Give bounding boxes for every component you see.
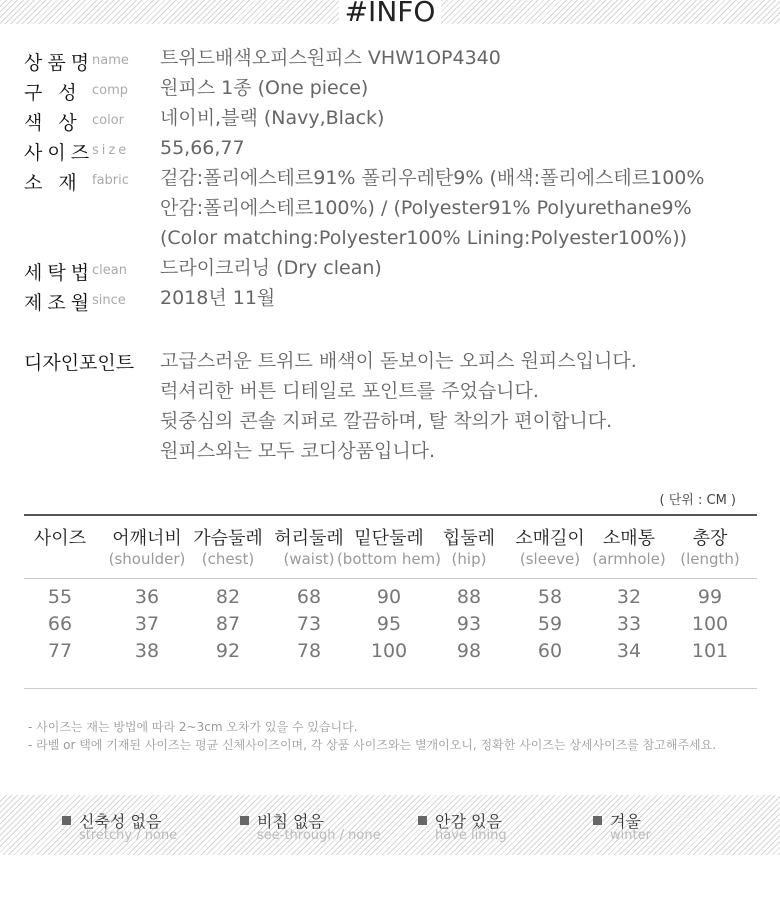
size-cell: 68 <box>296 586 322 608</box>
size-cell: 92 <box>215 640 241 662</box>
design-point-lines <box>160 346 637 466</box>
info-label: 사이즈 <box>24 142 95 164</box>
feature-label: 신축성 없음 <box>79 812 162 831</box>
info-value: 안감:폴리에스테르100%) / (Polyester91% Polyurethane9% <box>160 197 692 219</box>
size-cell: 37 <box>134 613 160 635</box>
note-line: - 사이즈는 재는 방법에 따라 2~3cm 오차가 있을 수 있습니다. <box>28 720 358 734</box>
size-column-subheader: (chest) <box>201 550 255 568</box>
info-sublabel: comp <box>92 83 129 98</box>
size-cell: 99 <box>697 586 723 608</box>
info-value: 55,66,77 <box>160 137 245 159</box>
info-sublabel: color <box>92 113 125 128</box>
size-cell: 38 <box>134 640 160 662</box>
info-value: 2018년 11월 <box>160 287 276 309</box>
info-label: 색 상 <box>24 112 82 134</box>
size-column-subheader: (hip) <box>451 550 487 568</box>
size-cell: 87 <box>215 613 241 635</box>
size-cell: 98 <box>456 640 482 662</box>
size-notes <box>28 718 716 754</box>
feature-season <box>593 809 651 843</box>
size-cell: 77 <box>47 640 73 662</box>
info-sublabel: name <box>92 53 129 68</box>
size-cell: 55 <box>47 586 73 608</box>
size-column-header: 총장 <box>692 528 728 549</box>
note-line: - 라벨 or 택에 기재된 사이즈는 평균 신체사이즈이며, 각 상품 사이즈와는 별개이오니, 정확한 사이즈는 상세사이즈를 참고해주세요. <box>28 738 717 752</box>
square-bullet-icon <box>240 816 249 825</box>
size-column-subheader: (bottom hem) <box>336 550 442 568</box>
info-label: 세탁법 <box>24 262 95 284</box>
size-column-header: 허리둘레 <box>274 528 344 549</box>
size-cell: 78 <box>296 640 322 662</box>
size-column-header: 소매길이 <box>515 528 585 549</box>
size-cell: 101 <box>691 640 729 662</box>
size-column-header: 힙둘레 <box>442 528 496 549</box>
size-cell: 73 <box>296 613 322 635</box>
size-column-header: 어깨너비 <box>112 528 182 549</box>
info-value: 드라이크리닝 (Dry clean) <box>160 257 382 279</box>
feature-label: 비침 없음 <box>257 812 324 831</box>
info-label: 소 재 <box>24 172 82 194</box>
feature-stretch <box>62 809 178 843</box>
size-column-subheader: (sleeve) <box>519 550 581 568</box>
info-sublabel: clean <box>92 263 127 278</box>
design-point-line: 원피스외는 모두 코디상품입니다. <box>160 440 436 462</box>
size-cell: 100 <box>370 640 408 662</box>
info-value: 트위드배색오피스원피스 VHW1OP4340 <box>160 47 501 69</box>
feature-sublabel: have lining <box>435 828 507 843</box>
size-cell: 33 <box>616 613 642 635</box>
info-value: (Color matching:Polyester100% Lining:Polyester100%)) <box>160 227 688 249</box>
square-bullet-icon <box>62 816 71 825</box>
info-value: 네이비,블랙 (Navy,Black) <box>160 107 385 129</box>
size-cell: 82 <box>215 586 241 608</box>
table-header-rule <box>24 578 757 579</box>
feature-sublabel: see-through / none <box>257 828 381 843</box>
info-label: 상품명 <box>24 52 95 74</box>
size-cell: 34 <box>616 640 642 662</box>
size-column-subheader: (waist) <box>283 550 335 568</box>
info-sublabel: size <box>92 143 130 158</box>
info-title: #INFO <box>339 0 442 28</box>
size-column-header: 사이즈 <box>33 528 87 549</box>
design-point-line: 고급스러운 트위드 배색이 돋보이는 오피스 원피스입니다. <box>160 350 637 372</box>
square-bullet-icon <box>593 816 602 825</box>
size-column-header: 소매통 <box>602 528 656 549</box>
size-column-subheader: (length) <box>680 550 740 568</box>
info-value: 겉감:폴리에스테르91% 폴리우레탄9% (배색:폴리에스테르100% <box>160 167 705 189</box>
square-bullet-icon <box>418 816 427 825</box>
feature-label: 겨울 <box>610 812 641 831</box>
feature-seethrough <box>240 809 381 843</box>
size-column-header: 가슴둘레 <box>193 528 263 549</box>
feature-lining <box>418 809 507 843</box>
size-cell: 32 <box>616 586 642 608</box>
size-cell: 36 <box>134 586 160 608</box>
size-cell: 60 <box>537 640 563 662</box>
info-label: 구 성 <box>24 82 82 104</box>
size-column-header: 밑단둘레 <box>354 528 424 549</box>
feature-sublabel: winter <box>610 828 651 843</box>
unit-label: ( 단위 : CM ) <box>659 493 736 508</box>
info-value: 원피스 1종 (One piece) <box>160 77 369 99</box>
size-cell: 90 <box>376 586 402 608</box>
feature-sublabel: stretchy / none <box>79 828 178 843</box>
table-top-rule <box>24 514 757 516</box>
size-cell: 59 <box>537 613 563 635</box>
design-point-line: 럭셔리한 버튼 디테일로 포인트를 주었습니다. <box>160 380 539 402</box>
info-sublabel: since <box>92 293 126 308</box>
feature-bar <box>0 795 780 855</box>
size-cell: 93 <box>456 613 482 635</box>
size-cell: 95 <box>376 613 402 635</box>
info-header <box>0 0 780 28</box>
design-point-label: 디자인포인트 <box>24 352 135 374</box>
design-point-line: 뒷중심의 콘솔 지퍼로 깔끔하며, 탈 착의가 편이합니다. <box>160 410 613 432</box>
size-column-subheader: (armhole) <box>592 550 666 568</box>
size-cell: 88 <box>456 586 482 608</box>
info-sublabel: fabric <box>92 173 129 188</box>
info-label: 제조월 <box>24 292 95 314</box>
table-bottom-rule <box>24 688 757 689</box>
size-cell: 58 <box>537 586 563 608</box>
feature-label: 안감 있음 <box>435 812 502 831</box>
size-cell: 100 <box>691 613 729 635</box>
size-cell: 66 <box>47 613 73 635</box>
size-column-subheader: (shoulder) <box>108 550 186 568</box>
